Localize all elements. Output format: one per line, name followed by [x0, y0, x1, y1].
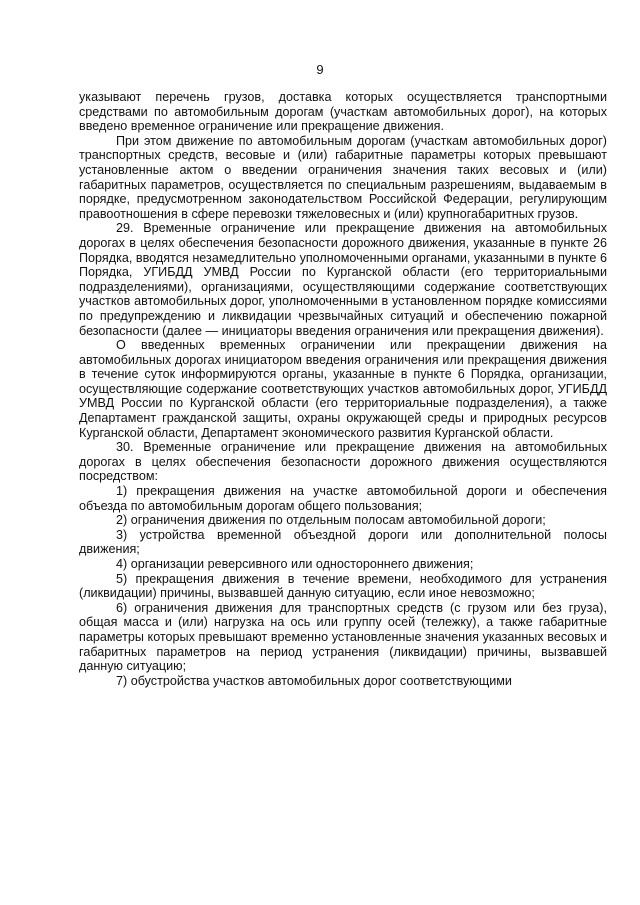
- list-item-3: 3) устройства временной объездной дороги или дополнительной полосы движения;: [79, 527, 607, 557]
- document-body: [79, 90, 607, 688]
- paragraph-special-permits: При этом движение по автомобильным дорогам (участкам автомобильных дорог) транспортных средств, весовые и (или) габаритные параметры которых превышают установленные актом о введении ограничения значения таких весовых и (или) габаритных параметров, осуществляется по специальным разрешениям, выдаваемым в порядке, предусмотренном законодательством Российской Федерации, регулирующим правоотношения в сфере перевозки тяжеловесных и (или) крупногабаритных грузов.: [79, 133, 607, 221]
- paragraph-item-29: 29. Временные ограничение или прекращение движения на автомобильных дорогах в целях обеспечения безопасности дорожного движения, указанные в пункте 26 Порядка, вводятся незамедлительно уполномоченными органами, указанными в пункте 6 Порядка, УГИБДД УМВД России по Курганской области (его территориальными подразделениями), организациями, осуществляющими содержание соответствующих участков автомобильных дорог, уполномоченными в установленном порядке комиссиями по предупреждению и ликвидации чрезвычайных ситуаций и обеспечению пожарной безопасности (далее — инициаторы введения ограничения или прекращения движения).: [79, 221, 607, 338]
- paragraph-notification: О введенных временных ограничении или прекращении движения на автомобильных дорогах инициатором введения ограничения или прекращения движения в течение суток информируются органы, указанные в пункте 6 Порядка, организации, осуществляющие содержание соответствующих участков автомобильных дорог, УГИБДД УМВД России по Курганской области (его территориальные подразделения), а также Департамент гражданской защиты, охраны окружающей среды и природных ресурсов Курганской области, Департамент экономического развития Курганской области.: [79, 338, 607, 440]
- list-item-1: 1) прекращения движения на участке автомобильной дороги и обеспечения объезда по автомобильным дорогам общего пользования;: [79, 484, 607, 513]
- list-item-7: 7) обустройства участков автомобильных дорог соответствующими: [116, 673, 512, 688]
- page-number: 9: [316, 62, 324, 77]
- list-item-6: 6) ограничения движения для транспортных средств (с грузом или без груза), общая масса и (или) нагрузка на ось или группу осей (тележку), а также габаритные параметры которых превышают временно установленные значения указанных весовых и габаритных параметров на период устранения (ликвидации) причины, вызвавшей данную ситуацию;: [79, 600, 607, 674]
- paragraph-item-30: 30. Временные ограничение или прекращение движения на автомобильных дорогах в целях обеспечения безопасности дорожного движения осуществляются посредством:: [79, 440, 607, 484]
- paragraph-continuation: указывают перечень грузов, доставка которых осуществляется транспортными средствами по автомобильным дорогам (участкам автомобильных дорог), на которых введено временное ограничение или прекращение движения.: [79, 90, 607, 134]
- list-item-2: 2) ограничения движения по отдельным полосам автомобильной дороги;: [116, 513, 546, 528]
- list-item-4: 4) организации реверсивного или одностороннего движения;: [116, 557, 474, 571]
- list-item-5: 5) прекращения движения в течение времени, необходимого для устранения (ликвидации) причины, вызвавшей данную ситуацию, если иное невозможно;: [79, 571, 607, 601]
